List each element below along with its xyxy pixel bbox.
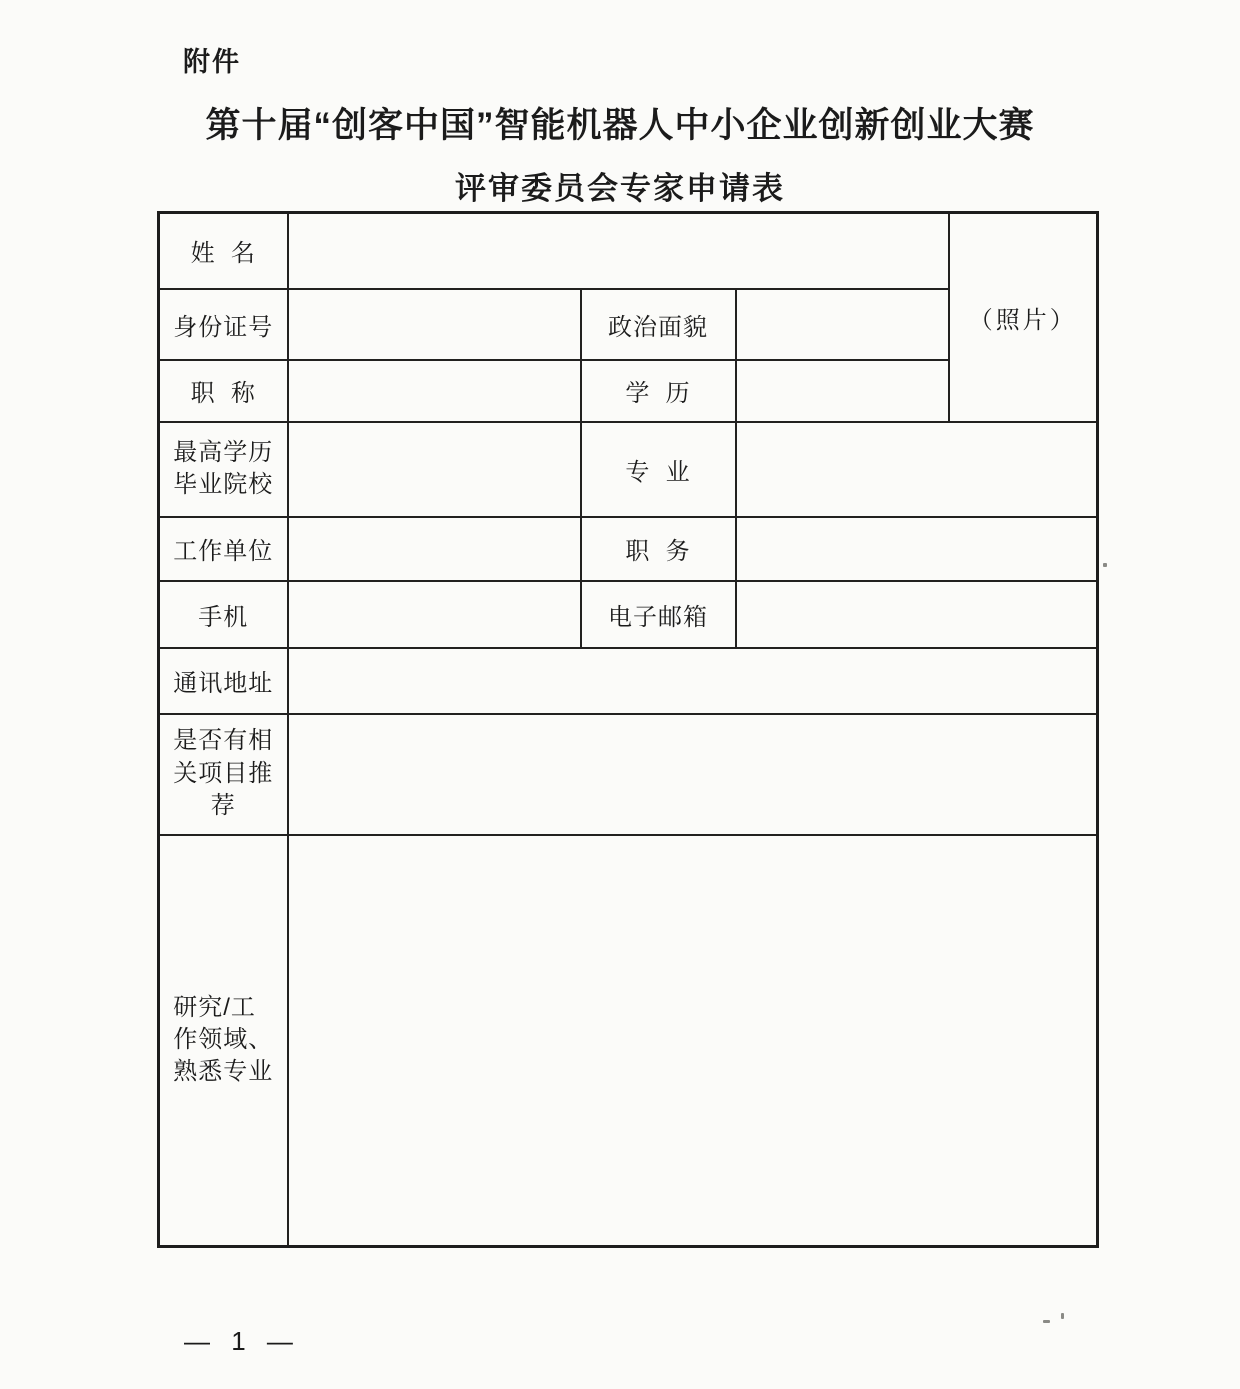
scan-artifact [1043,1320,1050,1323]
school-value-cell [288,422,581,517]
education-label: 学 历 [581,360,736,422]
address-label: 通讯地址 [159,648,288,714]
name-label: 姓 名 [159,213,288,289]
table-row [159,714,1098,835]
major-label: 专 业 [581,422,736,517]
table-row [159,581,1098,648]
major-value-cell [736,422,1098,517]
political-status-label: 政治面貌 [581,289,736,360]
address-value-cell [288,648,1098,714]
page-number: — 1 — [184,1326,300,1356]
id-number-label: 身份证号 [159,289,288,360]
political-status-value-cell [736,289,949,360]
attachment-label: 附件 [183,47,241,77]
table-row [159,422,1098,517]
id-number-value-cell [288,289,581,360]
mobile-label: 手机 [159,581,288,648]
email-label: 电子邮箱 [581,581,736,648]
table-row [159,213,1098,289]
employer-value-cell [288,517,581,581]
position-value-cell [736,517,1098,581]
education-value-cell [736,360,949,422]
table-row [159,835,1098,1247]
scan-artifact [1103,563,1107,567]
school-label: 最高学历 毕业院校 [159,422,288,517]
photo-placeholder-cell: （照片） [949,213,1098,422]
email-value-cell [736,581,1098,648]
application-table [157,211,1099,1248]
table-row [159,648,1098,714]
research-field-value-cell [288,835,1098,1247]
employer-label: 工作单位 [159,517,288,581]
position-label: 职 务 [581,517,736,581]
document-title: 第十届“创客中国”智能机器人中小企业创新创业大赛 [205,106,1035,145]
professional-title-label: 职 称 [159,360,288,422]
project-recommendation-label: 是否有相 关项目推 荐 [159,714,288,835]
research-field-label: 研究/工 作领域、 熟悉专业 [159,835,288,1247]
table-row [159,517,1098,581]
document-subtitle: 评审委员会专家申请表 [455,171,785,206]
name-value-cell [288,213,949,289]
project-recommendation-value-cell [288,714,1098,835]
scan-artifact [1061,1313,1064,1319]
professional-title-value-cell [288,360,581,422]
mobile-value-cell [288,581,581,648]
